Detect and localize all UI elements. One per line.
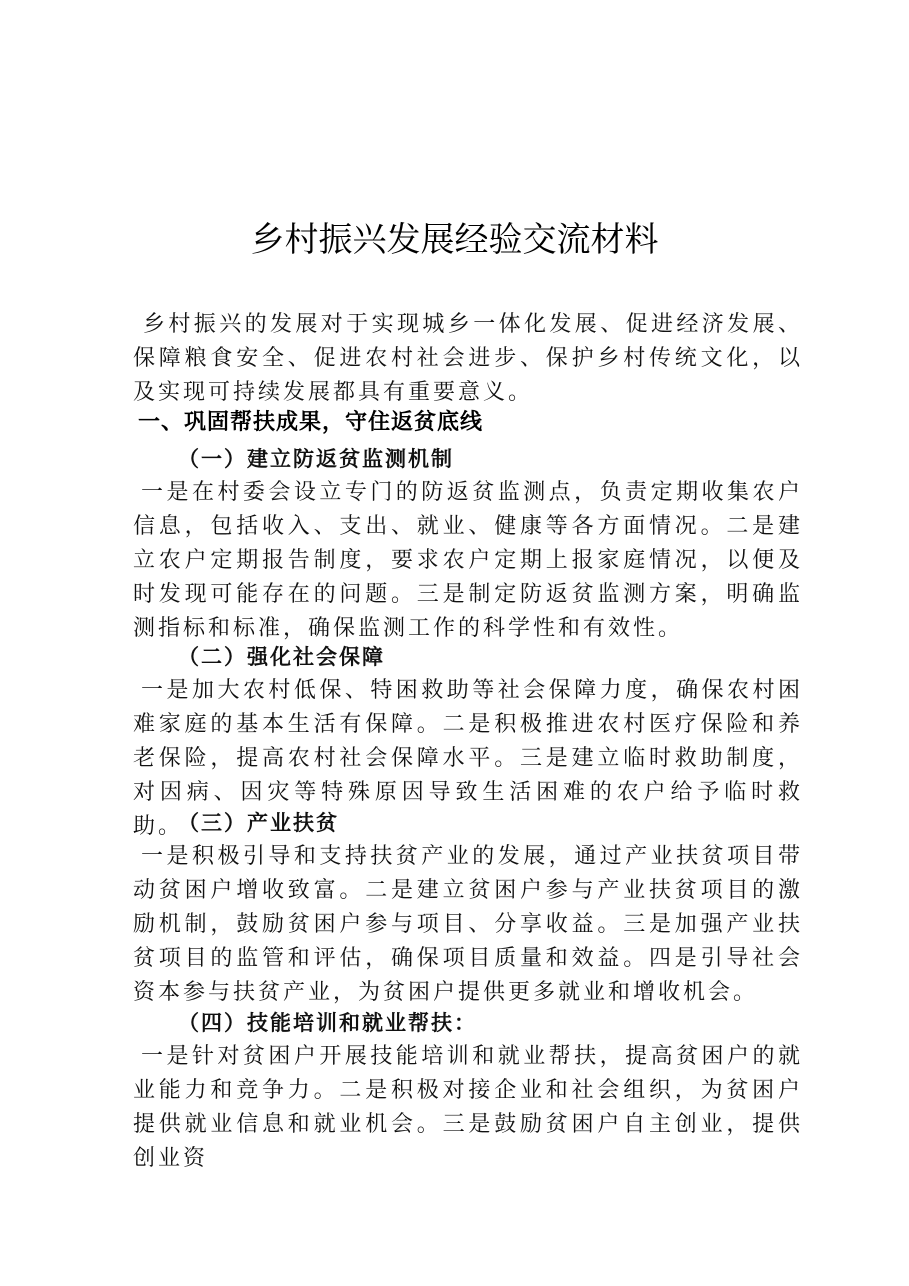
subsection-body-3: 一是积极引导和支持扶贫产业的发展，通过产业扶贫项目带动贫困户增收致富。二是建立贫困户参与产业扶贫项目的激励机制，鼓励贫困户参与项目、分享收益。三是加强产业扶贫项目的监管和评估，确保项目质量和效益。四是引导社会资本参与扶贫产业，为贫困户提供更多就业和增收机会。 <box>133 844 803 1005</box>
subsection-heading-4: （四）技能培训和就业帮扶： <box>178 1010 477 1035</box>
subsection-heading-1: （一）建立防返贫监测机制 <box>178 446 454 471</box>
document-title: 乡村振兴发展经验交流材料 <box>250 219 659 260</box>
subsection-body-2: 一是加大农村低保、特困救助等社会保障力度，确保农村困难家庭的基本生活有保障。二是积极推进农村医疗保险和养老保险，提高农村社会保障水平。三是建立临时救助制度，对因病、因灾等特殊原因导致生活困难的农户给予临时救助。 <box>133 678 803 839</box>
subsection-heading-3: （三）产业扶贫 <box>178 810 339 835</box>
section-heading-1: 一、巩固帮扶成果，守住返贫底线 <box>138 410 484 435</box>
subsection-body-1: 一是在村委会设立专门的防返贫监测点，负责定期收集农户信息，包括收入、支出、就业、健康等各方面情况。二是建立农户定期报告制度，要求农户定期上报家庭情况，以便及时发现可能存在的问题。三是制定防返贫监测方案，明确监测指标和标准，确保监测工作的科学性和有效性。 <box>133 480 803 641</box>
subsection-heading-2: （二）强化社会保障 <box>178 644 385 669</box>
intro-paragraph: 乡村振兴的发展对于实现城乡一体化发展、促进经济发展、保障粮食安全、促进农村社会进步、保护乡村传统文化，以及实现可持续发展都具有重要意义。 <box>133 312 803 405</box>
subsection-body-4: 一是针对贫困户开展技能培训和就业帮扶，提高贫困户的就业能力和竞争力。二是积极对接企业和社会组织，为贫困户提供就业信息和就业机会。三是鼓励贫困户自主创业，提供创业资 <box>133 1044 803 1171</box>
